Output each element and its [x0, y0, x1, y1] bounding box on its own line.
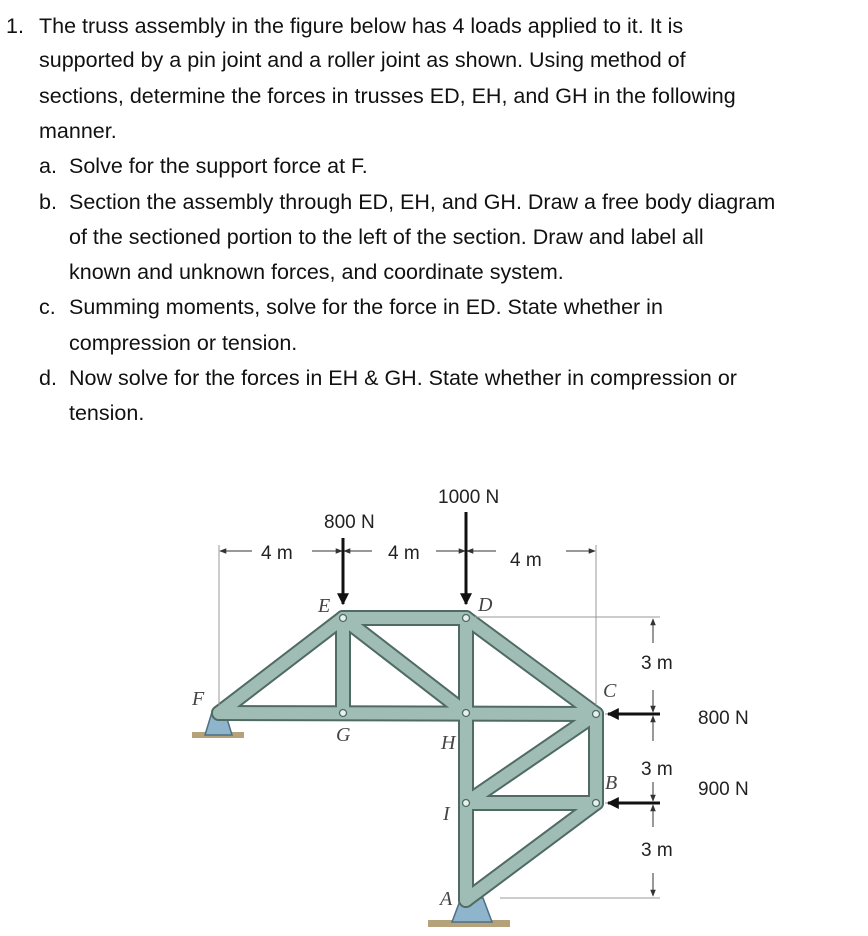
part-d-text-1: Now solve for the forces in EH & GH. State whether in compression or: [69, 366, 737, 390]
part-b-letter: b.: [39, 190, 57, 214]
load-label-D: 1000 N: [438, 487, 500, 508]
joint-label-G: G: [336, 724, 351, 746]
joint-label-E: E: [318, 595, 331, 617]
part-b-text-1: Section the assembly through ED, EH, and GH. Draw a free body diagram: [69, 190, 776, 214]
dim-height-CB: 3 m: [641, 759, 673, 780]
load-label-E: 800 N: [324, 512, 375, 533]
part-b-text-2: of the sectioned portion to the left of the section. Draw and label all: [69, 225, 704, 249]
joint-label-B: B: [605, 772, 618, 794]
part-d-text-2: tension.: [69, 401, 145, 425]
dim-span-DC: 4 m: [510, 550, 542, 571]
joint-label-A: A: [440, 888, 453, 910]
dim-span-ED: 4 m: [388, 543, 420, 564]
load-label-B: 900 N: [698, 779, 749, 800]
dim-height-DC: 3 m: [641, 653, 673, 674]
stem-line-3: sections, determine the forces in trusses ED, EH, and GH in the following: [39, 84, 736, 108]
part-a-letter: a.: [39, 154, 57, 178]
joint-label-H: H: [441, 732, 456, 754]
dim-span-FE: 4 m: [261, 543, 293, 564]
part-c-letter: c.: [39, 295, 56, 319]
problem-number: 1.: [6, 14, 24, 38]
stem-line-4: manner.: [39, 119, 117, 143]
stem-line-1: The truss assembly in the figure below has 4 loads applied to it. It is: [39, 14, 684, 38]
stem-line-2: supported by a pin joint and a roller joint as shown. Using method of: [39, 48, 686, 72]
load-label-C: 800 N: [698, 708, 749, 729]
part-a-text: Solve for the support force at F.: [69, 154, 368, 178]
truss-members: [219, 618, 596, 900]
part-c-text-2: compression or tension.: [69, 331, 298, 355]
truss-figure: [0, 470, 868, 936]
joint-label-I: I: [443, 803, 450, 825]
part-d-letter: d.: [39, 366, 57, 390]
joint-label-F: F: [192, 688, 205, 710]
part-b-text-3: known and unknown forces, and coordinate system.: [69, 260, 564, 284]
joint-label-D: D: [478, 594, 493, 616]
joint-label-C: C: [603, 680, 617, 702]
dim-height-BA: 3 m: [641, 840, 673, 861]
part-c-text-1: Summing moments, solve for the force in ED. State whether in: [69, 295, 663, 319]
